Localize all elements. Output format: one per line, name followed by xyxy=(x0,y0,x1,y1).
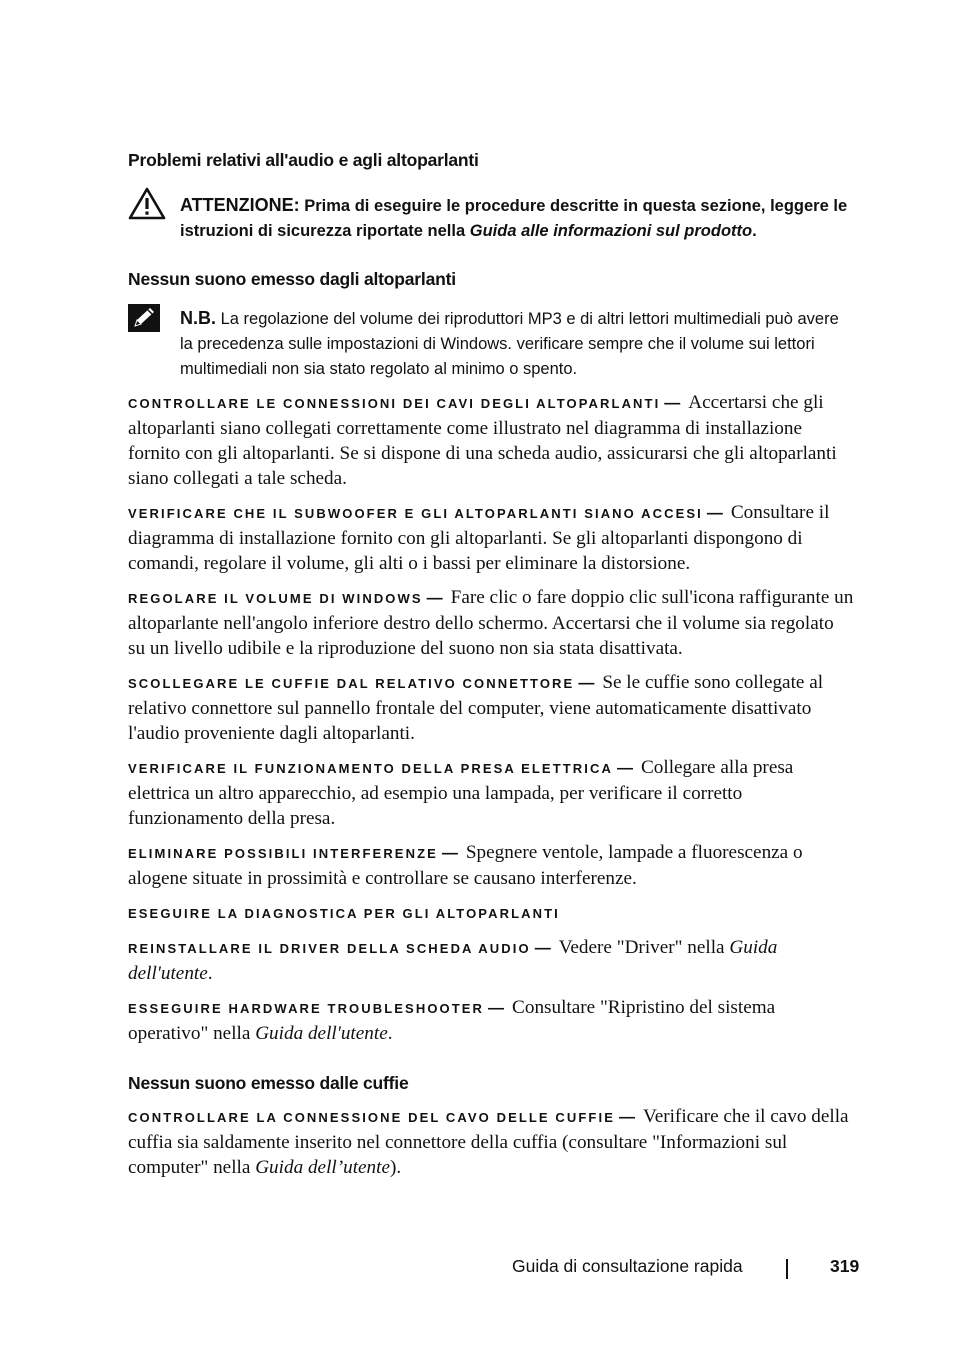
item-power-outlet xyxy=(128,755,854,831)
warning-triangle-icon xyxy=(128,187,166,229)
item-interference xyxy=(128,840,854,891)
caution-callout xyxy=(128,193,854,244)
item-end: ). xyxy=(390,1157,402,1178)
note-callout xyxy=(128,306,854,382)
item-windows-volume xyxy=(128,585,854,661)
headphones-items xyxy=(128,1104,854,1180)
item-text: Spegnere ventole, lampade a fluorescenza o alogene situate in prossimità e controllare se causano interferenze. xyxy=(128,842,803,889)
item-subwoofer xyxy=(128,500,854,576)
caution-italic: Guida alle informazioni sul prodotto xyxy=(469,222,753,240)
speakers-items xyxy=(128,390,854,1046)
item-dash: — xyxy=(618,1109,635,1126)
item-end: . xyxy=(387,1023,393,1044)
item-heading: VERIFICARE CHE IL SUBWOOFER E GLI ALTOPARLANTI SIANO ACCESI xyxy=(128,506,703,521)
item-heading: ESSEGUIRE HARDWARE TROUBLESHOOTER xyxy=(128,1001,485,1016)
caution-label: ATTENZIONE: xyxy=(180,195,300,215)
item-text: Collegare alla presa elettrica un altro apparecchio, ad esempio una lampada, per verificare il corretto funzionamento della presa. xyxy=(128,757,794,829)
page-number: 319 xyxy=(830,1256,860,1276)
item-heading: VERIFICARE IL FUNZIONAMENTO DELLA PRESA ELETTRICA xyxy=(128,761,613,776)
item-italic: Guida dell’utente xyxy=(255,1157,390,1178)
item-hardware-troubleshooter xyxy=(128,995,854,1046)
item-heading: CONTROLLARE LE CONNESSIONI DEI CAVI DEGLI ALTOPARLANTI xyxy=(128,396,661,411)
item-text: Verificare che il cavo della cuffia sia saldamente inserito nel connettore della cuffia (consultare "Informazioni sul computer" nella xyxy=(128,1106,849,1178)
item-heading: SCOLLEGARE LE CUFFIE DAL RELATIVO CONNETTORE xyxy=(128,676,575,691)
page-content xyxy=(128,150,854,1180)
item-heading: ELIMINARE POSSIBILI INTERFERENZE xyxy=(128,846,438,861)
item-italic: Guida dell'utente xyxy=(255,1023,388,1044)
item-dash: — xyxy=(616,760,633,777)
item-dash: — xyxy=(706,505,723,522)
item-text: Fare clic o fare doppio clic sull'icona raffigurante un altoparlante nell'angolo inferiore destro dello schermo. Accertarsi che il volume sia regolato su un livello udibile e la riproduzione del suono non sia stata disattivata. xyxy=(128,587,854,659)
item-heading: REGOLARE IL VOLUME DI WINDOWS xyxy=(128,591,423,606)
footer-title: Guida di consultazione rapida xyxy=(512,1256,743,1276)
item-heading: CONTROLLARE LA CONNESSIONE DEL CAVO DELLE CUFFIE xyxy=(128,1110,615,1125)
caution-end: . xyxy=(752,222,757,240)
speakers-title: Nessun suono emesso dagli altoparlanti xyxy=(128,269,456,289)
item-dash: — xyxy=(488,1000,505,1017)
section-title: Problemi relativi all'audio e agli altoparlanti xyxy=(128,150,479,170)
footer-separator xyxy=(786,1259,788,1279)
item-italic: Guida dell'utente xyxy=(128,937,778,984)
headphones-title: Nessun suono emesso dalle cuffie xyxy=(128,1073,409,1093)
item-heading: REINSTALLARE IL DRIVER DELLA SCHEDA AUDIO xyxy=(128,941,531,956)
item-dash: — xyxy=(664,395,681,412)
item-dash: — xyxy=(578,675,595,692)
item-headphone-cable xyxy=(128,1104,854,1180)
item-heading: ESEGUIRE LA DIAGNOSTICA PER GLI ALTOPARLANTI xyxy=(128,906,560,921)
item-dash: — xyxy=(441,845,458,862)
note-label: N.B. xyxy=(180,308,216,328)
note-pencil-icon xyxy=(128,304,160,340)
item-end: . xyxy=(207,963,213,984)
item-headphones-disconnect xyxy=(128,670,854,746)
item-text: Consultare il diagramma di installazione fornito con gli altoparlanti. Se gli altoparlanti dispongono di comandi, regolare il volume, gli alti o i bassi per eliminare la distorsione. xyxy=(128,502,830,574)
item-speaker-cables xyxy=(128,390,854,491)
item-text: Vedere "Driver" nella xyxy=(558,937,725,958)
item-dash: — xyxy=(534,940,551,957)
item-text: Se le cuffie sono collegate al relativo connettore sul pannello frontale del computer, viene automaticamente disattivato l'audio proveniente dagli altoparlanti. xyxy=(128,672,824,744)
item-text: Accertarsi che gli altoparlanti siano collegati correttamente come illustrato nel diagramma di installazione fornito con gli altoparlanti. Se si dispone di una scheda audio, assicurarsi che gli altoparlanti siano collegati a tale scheda. xyxy=(128,392,837,489)
item-dash: — xyxy=(426,590,443,607)
item-reinstall-driver xyxy=(128,935,854,986)
item-diagnostics xyxy=(128,900,854,926)
caution-text: Prima di eseguire le procedure descritte in questa sezione, leggere le istruzioni di sicurezza riportate nella xyxy=(180,197,848,240)
item-text: Consultare "Ripristino del sistema operativo" nella xyxy=(128,997,776,1044)
note-text: La regolazione del volume dei riproduttori MP3 e di altri lettori multimediali può avere la precedenza sulle impostazioni di Windows. verificare sempre che il volume sui lettori multimediali non sia stato regolato al minimo o spento. xyxy=(180,310,839,378)
